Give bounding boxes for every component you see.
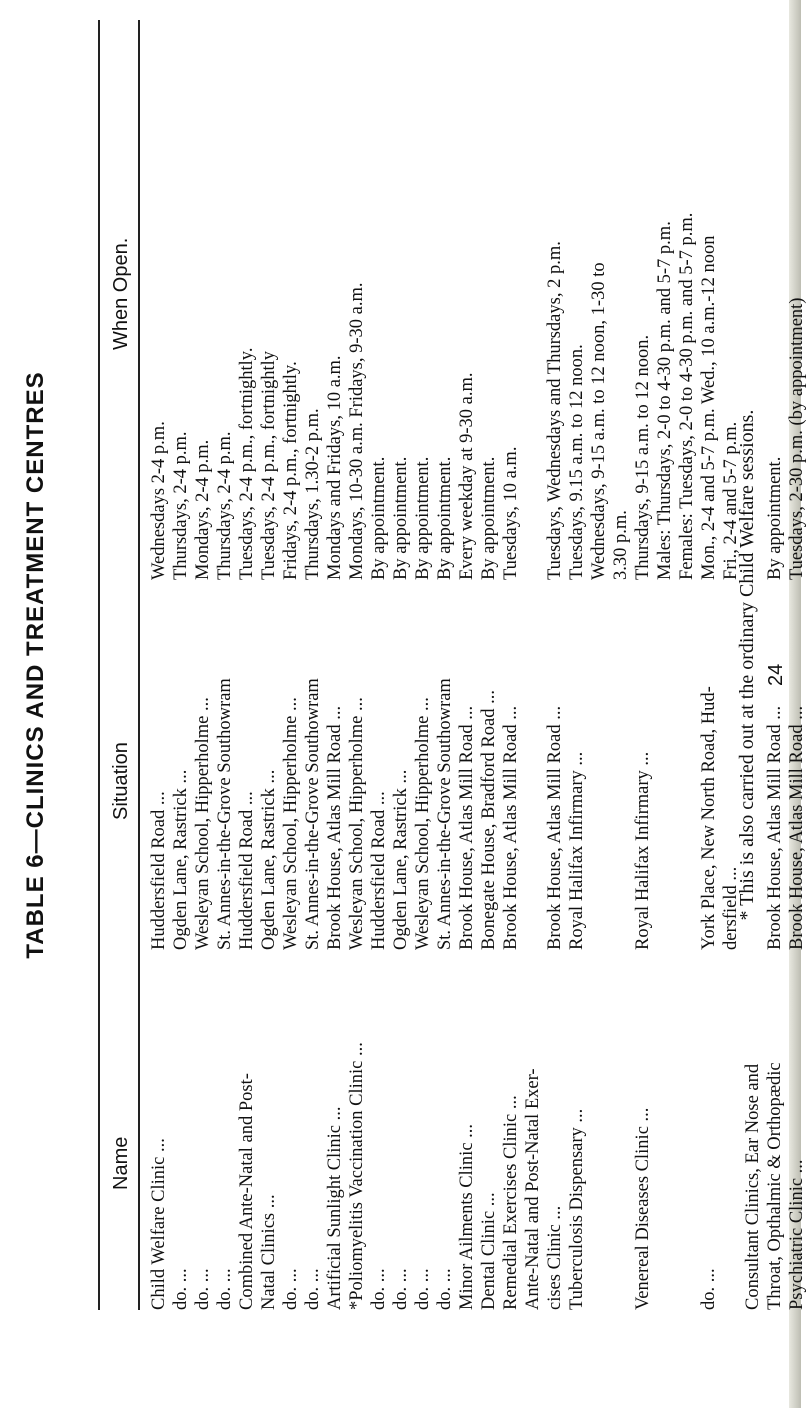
cell-when-open: By appointment. — [391, 456, 411, 580]
table-row — [456, 20, 478, 1310]
table-row — [324, 20, 346, 1310]
cell-situation: Brook House, Atlas Mill Road ... — [545, 705, 565, 950]
cell-situation: York Place, New North Road, Hud- — [699, 686, 719, 950]
cell-situation: Ogden Lane, Rastrick ... — [171, 769, 191, 950]
cell-name: do. ... — [369, 1268, 389, 1310]
cell-name: Combined Ante-Natal and Post- — [237, 1073, 257, 1310]
cell-situation: Brook House, Atlas Mill Road ... — [787, 705, 807, 950]
cell-when-open: Thursdays, 2-4 p.m. — [215, 431, 235, 580]
cell-situation: Ogden Lane, Rastrick ... — [259, 769, 279, 950]
cell-when-open: By appointment. — [413, 456, 433, 580]
cell-situation: Bonegate House, Bradford Road ... — [479, 690, 499, 950]
cell-when-open: Tuesdays, 2-4 p.m., fortnightly — [259, 350, 279, 580]
cell-when-open: Tuesdays, Wednesdays and Thursdays, 2 p.m. — [545, 241, 565, 580]
cell-situation: St. Annes-in-the-Grove Southowram — [435, 678, 455, 950]
cell-when-open: By appointment. — [435, 456, 455, 580]
cell-name: *Poliomyelitis Vaccination Clinic ... — [347, 1042, 367, 1310]
cell-situation: Royal Halifax Infirmary ... — [633, 751, 653, 950]
cell-name: Natal Clinics ... — [259, 1194, 279, 1310]
cell-name: Psychiatric Clinic ... — [787, 1159, 807, 1310]
cell-situation — [610, 580, 632, 950]
table-row — [148, 20, 170, 1310]
cell-name: Minor Ailments Clinic ... — [457, 1123, 477, 1310]
header-rule-top — [98, 20, 100, 1310]
table-row — [588, 20, 610, 1310]
table-row — [390, 20, 412, 1310]
cell-situation — [676, 580, 698, 950]
table-row — [280, 20, 302, 1310]
cell-when-open: Mon., 2-4 and 5-7 p.m. Wed., 10 a.m.-12 noon — [699, 235, 719, 580]
rotated-page — [10, 20, 807, 1310]
cell-situation — [522, 580, 544, 950]
table-row — [368, 20, 390, 1310]
cell-name: do. ... — [303, 1268, 323, 1310]
cell-situation: Brook House, Atlas Mill Road ... — [457, 705, 477, 950]
footnote: * This is also carried out at the ordinary Child Welfare sessions. — [736, 409, 758, 921]
cell-name: do. ... — [391, 1268, 411, 1310]
clinics-table — [148, 20, 808, 1310]
cell-when-open: Every weekday at 9-30 a.m. — [457, 372, 477, 580]
cell-name: Consultant Clinics, Ear Nose and — [743, 1063, 763, 1310]
page-number: 24 — [765, 663, 787, 686]
table-row — [522, 20, 544, 1310]
cell-when-open: Tuesdays, 10 a.m. — [501, 446, 521, 580]
cell-when-open: Wednesdays, 9-15 a.m. to 12 noon, 1-30 to — [589, 262, 609, 580]
table-row — [302, 20, 324, 1310]
cell-situation: Brook House, Atlas Mill Road ... — [765, 705, 785, 950]
cell-situation: Wesleyan School, Hipperholme ... — [413, 697, 433, 950]
cell-when-open: Thursdays, 9-15 a.m. to 12 noon. — [633, 334, 653, 580]
cell-when-open: 3.30 p.m. — [611, 510, 631, 580]
cell-when-open: Wednesdays 2-4 p.m. — [149, 421, 169, 580]
cell-situation: St. Annes-in-the-Grove Southowram — [215, 678, 235, 950]
table-row — [786, 20, 808, 1310]
table-row — [478, 20, 500, 1310]
cell-when-open: Mondays and Fridays, 10 a.m. — [325, 355, 345, 580]
table-row — [654, 20, 676, 1310]
cell-when-open: Tuesdays, 2-30 p.m. (by appointment) — [787, 297, 807, 580]
cell-name: Ante-Natal and Post-Natal Exer- — [523, 1068, 543, 1310]
table-title: TABLE 6—CLINICS AND TREATMENT CENTRES — [22, 371, 49, 959]
cell-when-open: Mondays, 2-4 p.m. — [193, 439, 213, 580]
cell-name: Venereal Diseases Clinic ... — [633, 1107, 653, 1310]
table-row — [236, 20, 258, 1310]
cell-situation — [588, 580, 610, 950]
cell-name: do. ... — [193, 1268, 213, 1310]
table-row — [434, 20, 456, 1310]
cell-name: do. ... — [215, 1268, 235, 1310]
cell-when-open: By appointment. — [369, 456, 389, 580]
cell-name: do. ... — [281, 1268, 301, 1310]
table-row — [566, 20, 588, 1310]
header-rule-bottom — [138, 20, 140, 1310]
table-row — [346, 20, 368, 1310]
cell-situation: Wesleyan School, Hipperholme ... — [281, 697, 301, 950]
cell-when-open: Tuesdays, 2-4 p.m., fortnightly. — [237, 347, 257, 580]
cell-name: do. ... — [171, 1268, 191, 1310]
cell-when-open: Tuesdays, 9.15 a.m. to 12 noon. — [567, 344, 587, 580]
cell-when-open: By appointment. — [765, 456, 785, 580]
header-situation: Situation — [110, 742, 132, 820]
cell-situation: Royal Halifax Infirmary ... — [567, 751, 587, 950]
header-name: Name — [110, 1136, 132, 1190]
table-row — [258, 20, 280, 1310]
table-row — [170, 20, 192, 1310]
cell-name: Child Welfare Clinic ... — [149, 1138, 169, 1310]
cell-situation: Huddersfield Road ... — [237, 791, 257, 950]
cell-name — [610, 950, 632, 1310]
cell-name: Remedial Exercises Clinic ... — [501, 1095, 521, 1310]
cell-situation: Wesleyan School, Hipperholme ... — [193, 697, 213, 950]
table-row — [500, 20, 522, 1310]
cell-name: Dental Clinic ... — [479, 1192, 499, 1310]
table-row — [632, 20, 654, 1310]
table-row — [610, 20, 632, 1310]
cell-situation: Wesleyan School, Hipperholme ... — [347, 697, 367, 950]
header-when-open: When Open. — [110, 237, 132, 350]
cell-name — [588, 950, 610, 1310]
cell-when-open: Fridays, 2-4 p.m., fortnightly. — [281, 361, 301, 580]
cell-name: do. ... — [435, 1268, 455, 1310]
table-row — [412, 20, 434, 1310]
cell-situation: Brook House, Atlas Mill Road ... — [325, 705, 345, 950]
cell-name: cises Clinic ... — [545, 1205, 565, 1310]
cell-name: do. ... — [413, 1268, 433, 1310]
cell-name — [654, 950, 676, 1310]
cell-when-open: Mondays, 10-30 a.m. Fridays, 9-30 a.m. — [347, 282, 367, 580]
cell-when-open: Males: Thursdays, 2-0 to 4-30 p.m. and 5-7 p.m. — [655, 221, 675, 580]
cell-name — [676, 950, 698, 1310]
cell-when-open: Thursdays, 1.30-2 p.m. — [303, 408, 323, 580]
cell-name: do. ... — [699, 1268, 719, 1310]
table-row — [698, 20, 720, 1310]
cell-situation — [654, 580, 676, 950]
cell-when-open: Females: Tuesdays, 2-0 to 4-30 p.m. and 5-7 p.m. — [677, 212, 697, 580]
table-row — [544, 20, 566, 1310]
table-row — [192, 20, 214, 1310]
cell-situation: dersfield ... — [721, 866, 741, 950]
cell-situation: Brook House, Atlas Mill Road ... — [501, 705, 521, 950]
table-row — [214, 20, 236, 1310]
cell-when-open — [522, 20, 544, 580]
cell-when-open: Fri., 2-4 and 5-7 p.m. — [721, 421, 741, 580]
cell-situation: Huddersfield Road ... — [149, 791, 169, 950]
cell-situation: Ogden Lane, Rastrick ... — [391, 769, 411, 950]
table-row — [676, 20, 698, 1310]
cell-when-open: Thursdays, 2-4 p.m. — [171, 431, 191, 580]
cell-name: Throat, Opthalmic & Orthopædic — [765, 1062, 785, 1310]
cell-name: Tuberculosis Dispensary ... — [567, 1108, 587, 1310]
cell-situation: Huddersfield Road ... — [369, 791, 389, 950]
cell-when-open: By appointment. — [479, 456, 499, 580]
cell-name: Artificial Sunlight Clinic ... — [325, 1106, 345, 1310]
cell-situation: St. Annes-in-the-Grove Southowram — [303, 678, 323, 950]
